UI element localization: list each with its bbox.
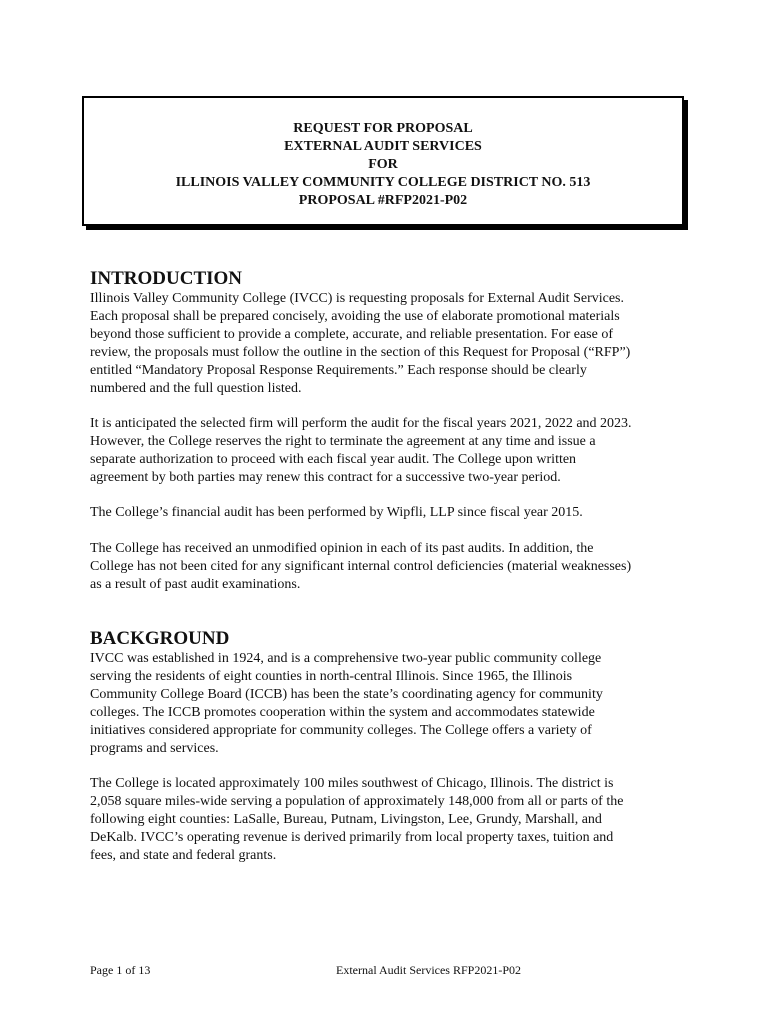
text-line: Illinois Valley Community College (IVCC) is requesting proposals for External Audit Services. bbox=[90, 291, 625, 306]
title-line-for: FOR bbox=[368, 157, 398, 172]
text-line: The College’s financial audit has been performed by Wipfli, LLP since fiscal year 2015. bbox=[90, 505, 583, 520]
text-line: IVCC was established in 1924, and is a comprehensive two-year public community college bbox=[90, 651, 602, 666]
text-line: Community College Board (ICCB) has been the state’s coordinating agency for community bbox=[90, 687, 603, 702]
text-line: Each proposal shall be prepared concisely, avoiding the use of elaborate promotional materials bbox=[90, 309, 620, 324]
text-line: numbered and the full question listed. bbox=[90, 381, 302, 396]
text-line: following eight counties: LaSalle, Bureau, Putnam, Livingston, Lee, Grundy, Marshall, and bbox=[90, 812, 602, 827]
text-line: as a result of past audit examinations. bbox=[90, 577, 301, 592]
title-line-college: ILLINOIS VALLEY COMMUNITY COLLEGE DISTRICT NO. 513 bbox=[175, 175, 591, 190]
background-paragraph-2 bbox=[90, 775, 690, 865]
text-line: College has not been cited for any significant internal control deficiencies (material weaknesses) bbox=[90, 559, 632, 574]
background-heading: BACKGROUND bbox=[90, 628, 230, 649]
text-line: serving the residents of eight counties in north-central Illinois. Since 1965, the Illinois bbox=[90, 669, 573, 684]
text-line: review, the proposals must follow the outline in the section of this Request for Proposal (“RFP”) bbox=[90, 345, 631, 360]
introduction-paragraph-2 bbox=[90, 415, 690, 487]
background-paragraph-1 bbox=[90, 650, 690, 758]
text-line: separate authorization to proceed with each fiscal year audit. The College upon written bbox=[90, 452, 577, 467]
title-line-request: REQUEST FOR PROPOSAL bbox=[293, 121, 473, 136]
page-number: Page 1 of 13 bbox=[90, 963, 151, 977]
text-line: programs and services. bbox=[90, 741, 219, 756]
introduction-heading: INTRODUCTION bbox=[90, 268, 243, 289]
text-line: However, the College reserves the right to terminate the agreement at any time and issue a bbox=[90, 434, 596, 449]
footer-document-title: External Audit Services RFP2021-P02 bbox=[336, 963, 521, 977]
title-line-proposal-number: PROPOSAL #RFP2021-P02 bbox=[298, 193, 468, 208]
text-line: The College is located approximately 100 miles southwest of Chicago, Illinois. The district is bbox=[90, 776, 614, 791]
introduction-paragraph-1 bbox=[90, 290, 690, 398]
text-line: colleges. The ICCB promotes cooperation within the system and accommodates statewide bbox=[90, 705, 595, 720]
text-line: The College has received an unmodified opinion in each of its past audits. In addition, the bbox=[90, 541, 594, 556]
text-line: fees, and state and federal grants. bbox=[90, 848, 277, 863]
introduction-paragraph-4 bbox=[90, 540, 690, 594]
introduction-paragraph-3 bbox=[90, 504, 690, 522]
title-box bbox=[82, 96, 684, 226]
text-line: DeKalb. IVCC’s operating revenue is derived primarily from local property taxes, tuition and bbox=[90, 830, 614, 845]
text-line: agreement by both parties may renew this contract for a successive two-year period. bbox=[90, 470, 561, 485]
text-line: beyond those sufficient to provide a complete, accurate, and reliable presentation. For ease of bbox=[90, 327, 613, 342]
title-line-services: EXTERNAL AUDIT SERVICES bbox=[284, 139, 482, 154]
text-line: entitled “Mandatory Proposal Response Requirements.” Each response should be clearly bbox=[90, 363, 587, 378]
title-lines bbox=[84, 120, 682, 210]
text-line: It is anticipated the selected firm will perform the audit for the fiscal years 2021, 2022 and 2023. bbox=[90, 416, 632, 431]
text-line: initiatives considered appropriate for community colleges. The College offers a variety of bbox=[90, 723, 592, 738]
text-line: 2,058 square miles-wide serving a population of approximately 148,000 from all or parts of the bbox=[90, 794, 624, 809]
